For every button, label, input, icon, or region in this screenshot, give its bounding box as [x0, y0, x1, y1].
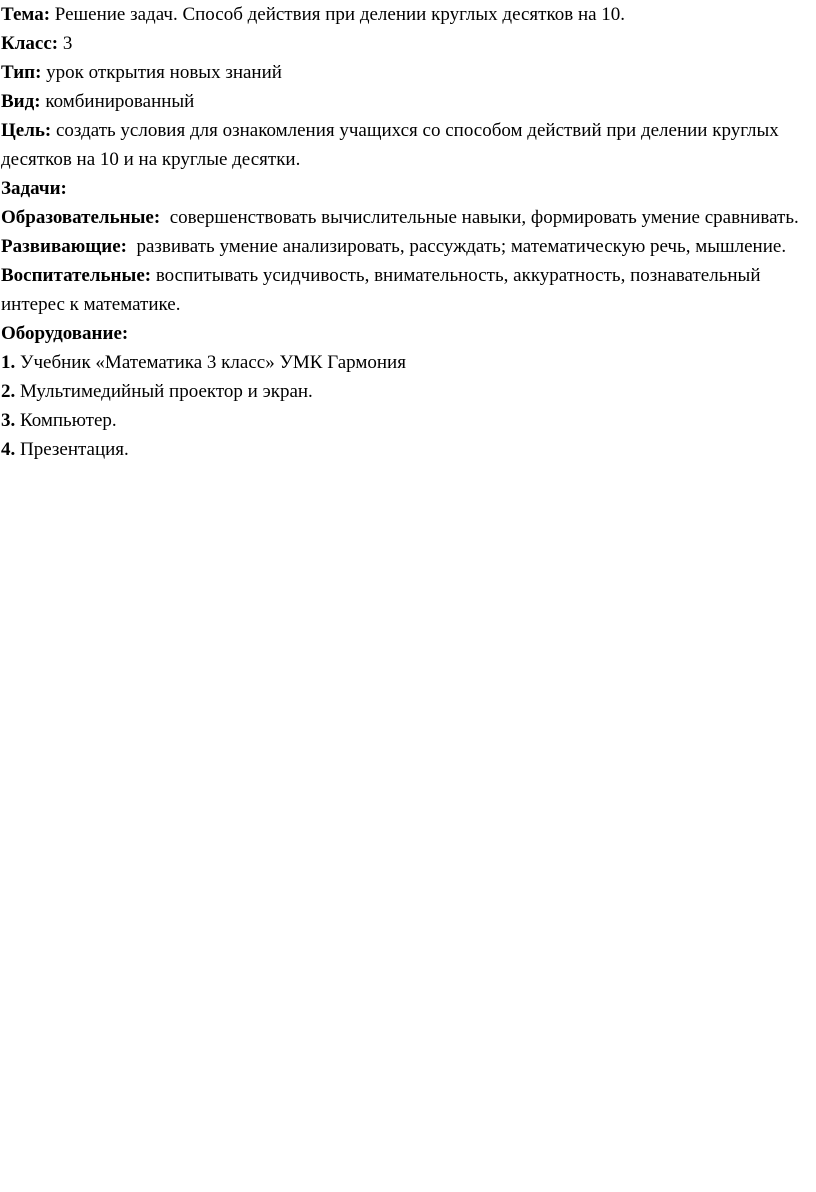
equipment-item-text: Компьютер. — [15, 410, 117, 431]
goal-label: Цель: — [1, 120, 52, 141]
upbringing-label: Воспитательные: — [1, 265, 152, 286]
upbringing-value: воспитывать усидчивость, внимательность, аккуратность, познавательный интерес к математике. — [1, 265, 761, 315]
type-line — [0, 58, 816, 87]
equipment-item-number: 3. — [1, 410, 16, 431]
kind-label: Вид: — [1, 91, 41, 112]
educational-task — [0, 203, 813, 232]
equipment-item-text: Мультимедийный проектор и экран. — [15, 381, 313, 402]
educational-value: совершенствовать вычислительные навыки, формировать умение сравнивать. — [160, 207, 799, 228]
tasks-heading-line — [0, 174, 816, 203]
equipment-item-text: Презентация. — [15, 439, 129, 460]
lesson-plan — [0, 0, 816, 464]
equipment-heading-line — [0, 319, 816, 348]
developing-value: развивать умение анализировать, рассуждать; математическую речь, мышление. — [126, 236, 787, 257]
goal-value: создать условия для ознакомления учащихся со способом действий при делении круглых десятков на 10 и на круглые десятки. — [1, 120, 779, 170]
equipment-item-number: 2. — [1, 381, 16, 402]
topic-line — [0, 0, 816, 29]
kind-line — [0, 87, 816, 116]
class-value: 3 — [58, 33, 73, 54]
tasks-heading: Задачи: — [1, 178, 67, 199]
equipment-item — [0, 406, 816, 435]
upbringing-task — [0, 261, 813, 319]
developing-task — [0, 232, 813, 261]
type-label: Тип: — [1, 62, 42, 83]
equipment-item-number: 1. — [1, 352, 16, 373]
equipment-item-number: 4. — [1, 439, 16, 460]
topic-label: Тема: — [1, 4, 51, 25]
equipment-item — [0, 377, 816, 406]
equipment-item — [0, 348, 816, 377]
developing-label: Развивающие: — [1, 236, 127, 257]
educational-label: Образовательные: — [1, 207, 161, 228]
equipment-item-text: Учебник «Математика 3 класс» УМК Гармония — [15, 352, 406, 373]
topic-value: Решение задач. Способ действия при делении круглых десятков на 10. — [50, 4, 626, 25]
class-label: Класс: — [1, 33, 59, 54]
class-line — [0, 29, 816, 58]
equipment-heading: Оборудование: — [1, 323, 129, 344]
kind-value: комбинированный — [40, 91, 195, 112]
goal-paragraph — [0, 116, 813, 174]
type-value: урок открытия новых знаний — [41, 62, 282, 83]
equipment-item — [0, 435, 816, 464]
